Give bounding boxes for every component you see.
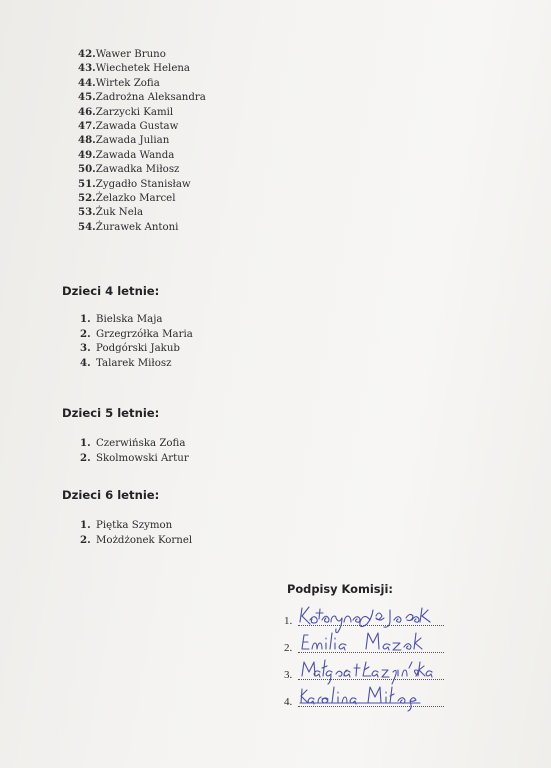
- list-item: [80, 451, 189, 466]
- item-number: 2.: [80, 533, 91, 546]
- signature-number: 4.: [284, 696, 293, 708]
- child-name: Zawada Julian: [95, 135, 170, 147]
- signatures-heading: Podpisy Komisji:: [287, 582, 393, 596]
- signature-number: 2.: [284, 642, 293, 654]
- item-number: 49.: [78, 148, 96, 161]
- signature-number: 3.: [284, 669, 293, 681]
- item-number: 1.: [80, 519, 91, 531]
- list-item: [78, 162, 206, 176]
- child-name: Podgórski Jakub: [96, 343, 180, 355]
- children-list-continuation: [78, 47, 206, 234]
- child-name: Skolmowski Artur: [96, 452, 189, 464]
- child-name: Możdżonek Kornel: [96, 534, 193, 546]
- item-number: 2.: [80, 327, 91, 340]
- child-name: Żuk Nela: [95, 207, 144, 219]
- child-name: Zadrożna Aleksandra: [95, 92, 206, 104]
- item-number: 51.: [78, 177, 96, 190]
- item-number: 47.: [78, 119, 96, 132]
- item-number: 50.: [78, 163, 96, 176]
- age-5-list: [80, 436, 189, 465]
- item-number: 52.: [78, 191, 96, 204]
- list-item: [78, 177, 206, 191]
- child-name: Wiechetek Helena: [95, 63, 190, 75]
- child-name: Wirtek Zofia: [95, 77, 160, 89]
- list-item: [78, 133, 206, 147]
- item-number: 1.: [80, 313, 91, 325]
- list-item: [78, 76, 206, 90]
- item-number: 44.: [78, 76, 96, 89]
- list-item: [78, 148, 206, 162]
- child-name: Piętka Szymon: [96, 520, 173, 531]
- item-number: 46.: [78, 105, 96, 118]
- child-name: Zawada Wanda: [95, 149, 175, 161]
- age-6-list: [80, 518, 192, 547]
- item-number: 42.: [78, 48, 96, 60]
- list-item: [80, 436, 189, 451]
- list-item: [78, 205, 206, 219]
- item-number: 45.: [78, 91, 96, 104]
- child-name: Zarzycki Kamil: [95, 106, 174, 118]
- item-number: 2.: [80, 451, 91, 464]
- section-heading-age-6: Dzieci 6 letnie:: [62, 488, 160, 502]
- list-item: [78, 191, 206, 205]
- list-item: [80, 533, 192, 548]
- child-name: Zawadka Miłosz: [95, 164, 180, 176]
- commission-signatures: [284, 582, 484, 712]
- child-name: Wawer Bruno: [95, 49, 166, 60]
- signature-number: 1.: [284, 615, 293, 627]
- handwritten-signature: [298, 681, 468, 715]
- child-name: Grzegrzółka Maria: [96, 328, 193, 340]
- child-name: Zawada Gustaw: [95, 120, 179, 132]
- list-item: [78, 61, 206, 75]
- section-heading-age-4: Dzieci 4 letnie:: [62, 284, 160, 298]
- list-item: [80, 518, 192, 533]
- list-item: [80, 312, 193, 327]
- list-item: [80, 356, 193, 371]
- list-item: [80, 341, 193, 356]
- child-name: Czerwińska Zofia: [96, 438, 186, 449]
- child-name: Bielska Maja: [96, 314, 163, 325]
- list-item: [78, 90, 206, 104]
- child-name: Żurawek Antoni: [95, 221, 179, 233]
- item-number: 53.: [78, 206, 96, 219]
- list-item: [78, 105, 206, 119]
- item-number: 1.: [80, 437, 91, 449]
- item-number: 3.: [80, 342, 91, 355]
- item-number: 54.: [78, 220, 96, 233]
- list-item: [78, 47, 206, 61]
- child-name: Żelazko Marcel: [95, 192, 176, 204]
- child-name: Zygadło Stanisław: [95, 178, 191, 190]
- list-item: [80, 327, 193, 342]
- item-number: 4.: [80, 357, 91, 370]
- child-name: Talarek Miłosz: [96, 358, 172, 370]
- item-number: 43.: [78, 62, 96, 75]
- section-heading-age-5: Dzieci 5 letnie:: [62, 406, 160, 420]
- list-item: [78, 119, 206, 133]
- age-4-list: [80, 312, 193, 371]
- item-number: 48.: [78, 134, 96, 147]
- list-item: [78, 220, 206, 234]
- signature-line: [284, 685, 484, 712]
